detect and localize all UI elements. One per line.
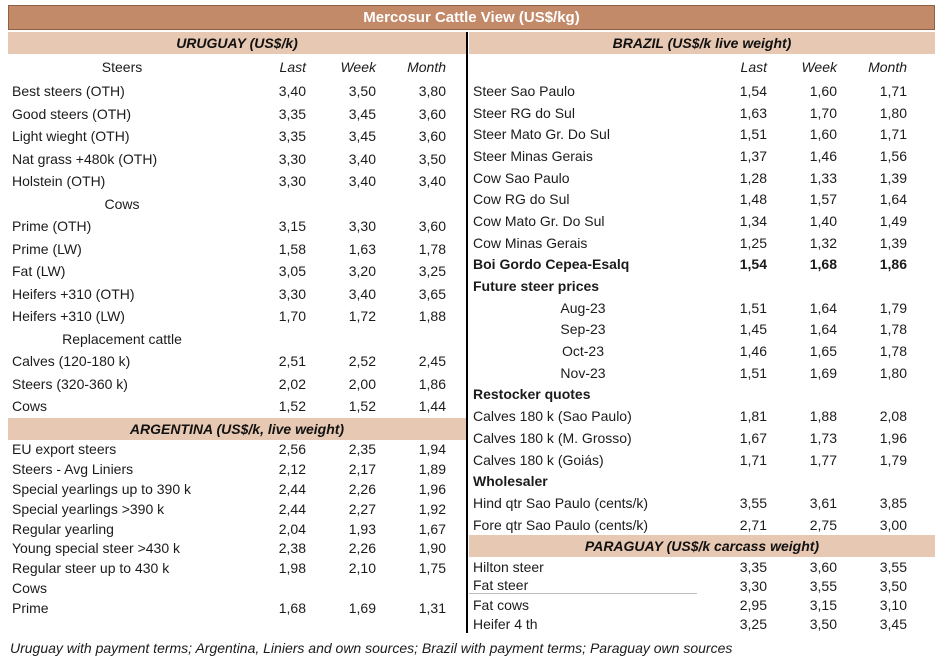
row-label: Calves 180 k (Sao Paulo) (473, 408, 632, 425)
value-week: 3,50 (809, 615, 837, 632)
value-month: 1,71 (879, 82, 907, 99)
table-row (469, 340, 935, 362)
value-week: 1,64 (809, 299, 837, 316)
row-label: Good steers (OTH) (12, 105, 132, 122)
row-label: Fat cows (473, 596, 530, 613)
value-last: 2,02 (278, 375, 306, 392)
column-label-steers: Steers (101, 59, 143, 75)
row-label: Nat grass +480k (OTH) (12, 150, 158, 167)
value-last: 1,54 (739, 256, 767, 273)
right-column (469, 32, 935, 633)
value-week: 1,63 (348, 240, 376, 257)
row-label: Heifers +310 (LW) (12, 308, 125, 325)
table-row (469, 123, 935, 145)
value-last: 3,25 (739, 615, 767, 632)
value-last: 1,98 (278, 560, 306, 577)
table-row (469, 405, 935, 427)
value-week: 1,32 (809, 234, 837, 251)
value-last: 1,25 (739, 234, 767, 251)
value-week: 1,73 (809, 429, 837, 446)
table-row (8, 558, 466, 578)
value-month: 1,89 (418, 461, 446, 478)
table-row (8, 283, 466, 306)
row-label: Cows (104, 195, 140, 212)
source-note: Uruguay with payment terms; Argentina, Liniers and own sources; Brazil with payment terms; Paraguay own sources (10, 640, 733, 657)
row-label: Steer Minas Gerais (473, 147, 593, 164)
value-month: 1,44 (418, 398, 446, 415)
row-label: Future steer prices (473, 278, 600, 295)
value-month: 1,86 (879, 256, 907, 273)
table-row (469, 362, 935, 384)
row-label: Hilton steer (473, 558, 544, 575)
value-week: 3,15 (809, 596, 837, 613)
value-last: 3,35 (739, 558, 767, 575)
row-label: Steer Mato Gr. Do Sul (473, 126, 610, 143)
value-week: 2,17 (348, 461, 376, 478)
table-row (8, 479, 466, 499)
value-month: 1,80 (879, 364, 907, 381)
left-column (8, 32, 466, 633)
value-week: 3,45 (348, 128, 376, 145)
value-week: 1,68 (809, 256, 837, 273)
value-last: 1,51 (739, 364, 767, 381)
value-week: 3,55 (809, 577, 837, 594)
table-row (469, 595, 935, 614)
value-month: 3,40 (418, 173, 446, 190)
column-headers-uruguay (8, 54, 466, 80)
table-row (8, 519, 466, 539)
row-label: Cow RG do Sul (473, 191, 570, 208)
row-label: Holstein (OTH) (12, 173, 106, 190)
report-title: Mercosur Cattle View (US$/kg) (8, 5, 935, 30)
value-month: 3,60 (418, 218, 446, 235)
table-row (469, 384, 935, 406)
table-row (8, 499, 466, 519)
table-row (8, 598, 466, 618)
value-month: 3,85 (879, 494, 907, 511)
value-week: 1,60 (809, 126, 837, 143)
value-last: 1,34 (739, 212, 767, 229)
value-last: 2,51 (278, 353, 306, 370)
value-week: 3,30 (348, 218, 376, 235)
table-row (8, 103, 466, 126)
row-label: Wholesaler (473, 473, 548, 490)
value-month: 3,50 (418, 150, 446, 167)
value-week: 1,65 (809, 343, 837, 360)
value-month: 3,60 (418, 128, 446, 145)
table-row (469, 188, 935, 210)
value-week: 3,45 (348, 105, 376, 122)
value-last: 1,70 (278, 308, 306, 325)
table-row (8, 538, 466, 558)
value-month: 3,10 (879, 596, 907, 613)
value-week: 3,40 (348, 285, 376, 302)
row-label: Prime (LW) (12, 240, 82, 257)
value-month: 1,78 (879, 321, 907, 338)
table-row (469, 614, 935, 633)
value-week: 3,61 (809, 494, 837, 511)
table-row (469, 470, 935, 492)
subheader-row (8, 328, 466, 351)
value-week: 2,10 (348, 560, 376, 577)
value-last: 1,48 (739, 191, 767, 208)
value-last: 2,38 (278, 540, 306, 557)
row-label: Steer RG do Sul (473, 104, 575, 121)
value-month: 1,39 (879, 234, 907, 251)
value-month: 1,80 (879, 104, 907, 121)
value-last: 1,51 (739, 126, 767, 143)
value-month: 3,55 (879, 558, 907, 575)
table-row (469, 427, 935, 449)
value-week: 1,77 (809, 451, 837, 468)
row-label: Aug-23 (560, 299, 606, 316)
value-week: 1,69 (348, 599, 376, 616)
value-week: 1,69 (809, 364, 837, 381)
value-month: 1,31 (418, 599, 446, 616)
value-last: 2,71 (739, 516, 767, 533)
table-row (8, 260, 466, 283)
value-last: 1,58 (278, 240, 306, 257)
row-label: Sep-23 (560, 321, 606, 338)
value-last: 1,37 (739, 147, 767, 164)
paraguay-rows (469, 557, 935, 633)
value-week: 1,64 (809, 321, 837, 338)
value-month: 2,45 (418, 353, 446, 370)
value-month: 1,79 (879, 451, 907, 468)
value-week: 1,33 (809, 169, 837, 186)
value-last: 1,28 (739, 169, 767, 186)
value-week: 3,40 (348, 173, 376, 190)
value-last: 1,52 (278, 398, 306, 415)
table-row (8, 148, 466, 171)
value-week: 2,75 (809, 516, 837, 533)
value-week: 2,00 (348, 375, 376, 392)
value-month: 1,90 (418, 540, 446, 557)
value-month: 1,64 (879, 191, 907, 208)
table-row (8, 125, 466, 148)
value-month: 1,67 (418, 520, 446, 537)
section-header-brazil: BRAZIL (US$/k live weight) (469, 32, 935, 54)
table-row (469, 319, 935, 341)
value-last: 3,35 (278, 105, 306, 122)
uruguay-rows (8, 80, 466, 418)
value-last: 2,44 (278, 500, 306, 517)
value-week: 1,70 (809, 104, 837, 121)
value-last: 3,30 (278, 150, 306, 167)
value-month: 3,45 (879, 615, 907, 632)
table-row (469, 297, 935, 319)
value-month: 3,80 (418, 83, 446, 100)
row-label: Regular yearling (12, 520, 114, 537)
section-header-uruguay: URUGUAY (US$/k) (8, 32, 466, 54)
value-month: 1,78 (879, 343, 907, 360)
row-label: Heifers +310 (OTH) (12, 285, 135, 302)
row-label: Fore qtr Sao Paulo (cents/k) (473, 516, 649, 533)
row-label: Cow Minas Gerais (473, 234, 588, 251)
value-last: 1,81 (739, 408, 767, 425)
table-row (469, 576, 935, 595)
value-month: 1,56 (879, 147, 907, 164)
value-last: 3,05 (278, 263, 306, 280)
row-label: Cow Sao Paulo (473, 169, 570, 186)
value-week: 2,27 (348, 500, 376, 517)
value-week: 1,52 (348, 398, 376, 415)
value-last: 2,44 (278, 480, 306, 497)
row-label: Replacement cattle (62, 330, 182, 347)
value-week: 1,46 (809, 147, 837, 164)
value-week: 1,93 (348, 520, 376, 537)
column-headers-brazil (469, 54, 935, 80)
table-row (8, 80, 466, 103)
row-label: Regular steer up to 430 k (12, 560, 170, 577)
value-month: 2,08 (879, 408, 907, 425)
value-week: 1,40 (809, 212, 837, 229)
value-last: 2,04 (278, 520, 306, 537)
column-label-month: Month (407, 59, 446, 75)
value-month: 1,79 (879, 299, 907, 316)
value-last: 1,71 (739, 451, 767, 468)
value-month: 1,88 (418, 308, 446, 325)
table-row (469, 492, 935, 514)
value-month: 1,96 (418, 480, 446, 497)
table-row (8, 440, 466, 460)
argentina-rows (8, 440, 466, 618)
value-week: 3,40 (348, 150, 376, 167)
value-last: 1,68 (278, 599, 306, 616)
row-label: Steer Sao Paulo (473, 82, 575, 99)
value-last: 2,12 (278, 461, 306, 478)
value-week: 1,88 (809, 408, 837, 425)
value-week: 2,35 (348, 441, 376, 458)
value-month: 1,49 (879, 212, 907, 229)
value-week: 2,52 (348, 353, 376, 370)
value-month: 3,60 (418, 105, 446, 122)
value-month: 1,39 (879, 169, 907, 186)
value-last: 1,63 (739, 104, 767, 121)
value-week: 1,57 (809, 191, 837, 208)
table-row (469, 514, 935, 536)
value-last: 1,51 (739, 299, 767, 316)
column-label-last: Last (279, 59, 306, 75)
value-week: 2,26 (348, 480, 376, 497)
row-label: Fat (LW) (12, 263, 66, 280)
table-row (469, 80, 935, 102)
brazil-rows (469, 80, 935, 535)
table-row (469, 449, 935, 471)
subheader-row (8, 193, 466, 216)
row-label: Cows (12, 398, 48, 415)
value-month: 1,92 (418, 500, 446, 517)
row-label: Calves 180 k (Goiás) (473, 451, 604, 468)
value-month: 1,94 (418, 441, 446, 458)
value-month: 3,00 (879, 516, 907, 533)
report-body (8, 32, 935, 633)
row-label: Cow Mato Gr. Do Sul (473, 212, 605, 229)
table-row (8, 305, 466, 328)
table-row (469, 275, 935, 297)
value-month: 1,86 (418, 375, 446, 392)
value-last: 3,30 (739, 577, 767, 594)
value-last: 3,35 (278, 128, 306, 145)
table-row (469, 145, 935, 167)
value-week: 1,60 (809, 82, 837, 99)
table-row (469, 557, 935, 576)
table-row (8, 459, 466, 479)
table-row (8, 170, 466, 193)
row-label: Nov-23 (560, 364, 606, 381)
row-label: Best steers (OTH) (12, 83, 125, 100)
value-month: 3,25 (418, 263, 446, 280)
row-label: Prime (12, 599, 49, 616)
row-label: Heifer 4 th (473, 615, 538, 632)
value-month: 1,75 (418, 560, 446, 577)
value-month: 3,50 (879, 577, 907, 594)
value-month: 1,71 (879, 126, 907, 143)
value-last: 1,46 (739, 343, 767, 360)
row-label: Steers - Avg Liniers (12, 461, 134, 478)
row-label: Light wieght (OTH) (12, 128, 130, 145)
row-label: Cows (12, 579, 48, 596)
column-label-week: Week (801, 59, 837, 75)
value-last: 3,30 (278, 173, 306, 190)
row-label: Calves 180 k (M. Grosso) (473, 429, 632, 446)
row-label: Oct-23 (561, 343, 604, 360)
row-label: Steers (320-360 k) (12, 375, 128, 392)
value-last: 3,15 (278, 218, 306, 235)
column-label-last: Last (740, 59, 767, 75)
table-row (469, 210, 935, 232)
row-label: Hind qtr Sao Paulo (cents/k) (473, 494, 649, 511)
value-last: 2,56 (278, 441, 306, 458)
column-label-week: Week (340, 59, 376, 75)
column-label-month: Month (868, 59, 907, 75)
section-header-paraguay: PARAGUAY (US$/k carcass weight) (469, 535, 935, 557)
value-week: 3,50 (348, 83, 376, 100)
row-label: Young special steer >430 k (12, 540, 180, 557)
value-last: 1,54 (739, 82, 767, 99)
table-row (469, 254, 935, 276)
row-label: Calves (120-180 k) (12, 353, 131, 370)
value-last: 1,67 (739, 429, 767, 446)
value-last: 3,30 (278, 285, 306, 302)
value-month: 1,78 (418, 240, 446, 257)
value-week: 3,20 (348, 263, 376, 280)
table-row (8, 373, 466, 396)
row-label: Special yearlings up to 390 k (12, 480, 191, 497)
row-label: Boi Gordo Cepea-Esalq (473, 256, 630, 273)
value-week: 2,26 (348, 540, 376, 557)
row-label: Prime (OTH) (12, 218, 92, 235)
table-row (8, 238, 466, 261)
table-row (8, 395, 466, 418)
value-month: 3,65 (418, 285, 446, 302)
value-last: 1,45 (739, 321, 767, 338)
row-label: EU export steers (12, 441, 117, 458)
center-divider (466, 32, 468, 633)
value-week: 3,60 (809, 558, 837, 575)
table-row (469, 232, 935, 254)
table-row (8, 350, 466, 373)
row-label: Restocker quotes (473, 386, 591, 403)
table-row (469, 167, 935, 189)
table-row (8, 215, 466, 238)
table-row (469, 102, 935, 124)
value-week: 1,72 (348, 308, 376, 325)
value-last: 3,40 (278, 83, 306, 100)
value-month: 1,96 (879, 429, 907, 446)
row-label: Special yearlings >390 k (12, 500, 165, 517)
table-row (8, 578, 466, 598)
value-last: 3,55 (739, 494, 767, 511)
section-header-argentina: ARGENTINA (US$/k, live weight) (8, 418, 466, 440)
value-last: 2,95 (739, 596, 767, 613)
row-label: Fat steer (469, 577, 697, 594)
